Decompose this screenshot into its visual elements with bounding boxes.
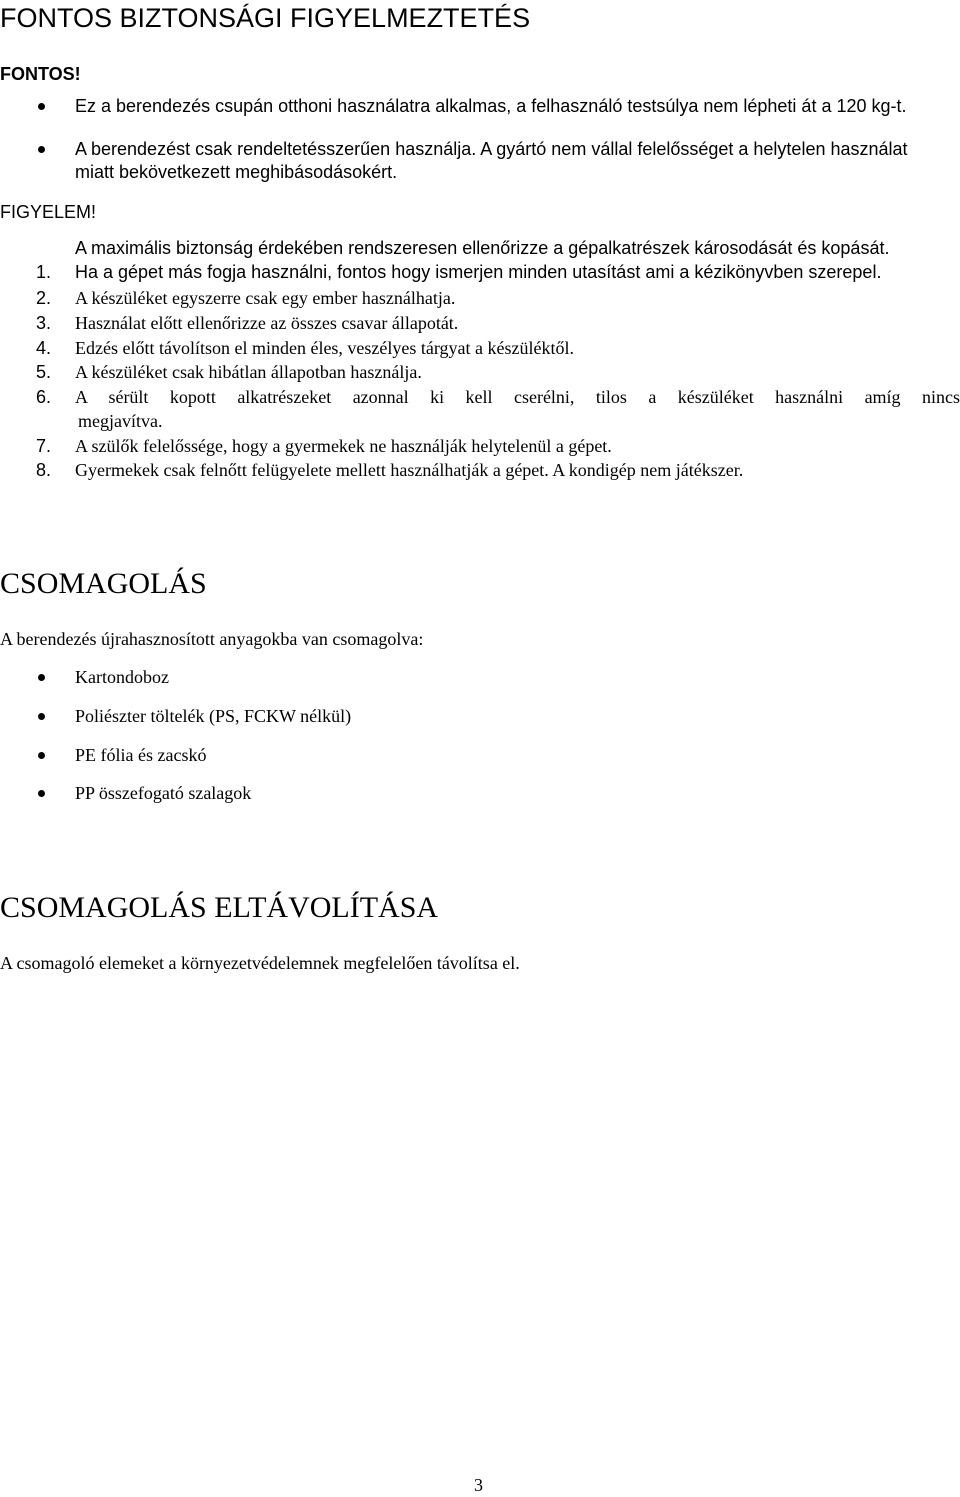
list-item: Edzés előtt távolítson el minden éles, veszélyes tárgyat a készüléktől. <box>75 338 575 358</box>
bullet-icon <box>38 146 45 153</box>
bullet-icon <box>38 752 45 759</box>
bullet-icon <box>38 103 45 110</box>
list-number: 5. <box>36 362 52 382</box>
attention-label: FIGYELEM! <box>0 202 97 222</box>
list-number: 6. <box>36 387 52 407</box>
bullet-icon <box>38 713 45 720</box>
bullet-icon <box>38 674 45 681</box>
list-number: 2. <box>36 288 52 308</box>
warning-bullet: Ez a berendezés csupán otthoni használatra alkalmas, a felhasználó testsúlya nem lépheti át a 120 kg-t. <box>75 96 907 116</box>
list-item: A szülők felelőssége, hogy a gyermekek ne használják helytelenül a gépet. <box>75 436 612 456</box>
list-item: A készüléket csak hibátlan állapotban használja. <box>75 362 422 382</box>
list-item: Ha a gépet más fogja használni, fontos hogy ismerjen minden utasítást ami a kézikönyvben szerepel. <box>75 262 882 282</box>
list-item: Használat előtt ellenőrizze az összes csavar állapotát. <box>75 313 459 333</box>
page-number: 3 <box>474 1475 483 1495</box>
warning-bullet: A berendezést csak rendeltetésszerűen használja. A gyártó nem vállal felelősséget a helytelen használat <box>75 139 908 159</box>
list-number: 4. <box>36 338 52 358</box>
safety-intro: A maximális biztonság érdekében rendszeresen ellenőrizze a gépalkatrészek károsodását és kopását. <box>75 238 890 258</box>
bullet-icon <box>38 790 45 797</box>
list-item: A sérült kopott alkatrészeket azonnal ki kell cserélni, tilos a készüléket használni amíg nincs <box>75 387 960 407</box>
list-item-continuation: megjavítva. <box>78 411 163 431</box>
list-number: 8. <box>36 460 52 480</box>
list-item: A készüléket egyszerre csak egy ember használhatja. <box>75 288 456 308</box>
packaging-item: PP összefogató szalagok <box>75 783 252 803</box>
disposal-title: CSOMAGOLÁS ELTÁVOLÍTÁSA <box>0 891 439 924</box>
packaging-item: PE fólia és zacskó <box>75 745 207 765</box>
disposal-text: A csomagoló elemeket a környezetvédelemnek megfelelően távolítsa el. <box>0 953 520 973</box>
list-number: 3. <box>36 313 52 333</box>
list-number: 7. <box>36 436 52 456</box>
list-item: Gyermekek csak felnőtt felügyelete mellett használhatják a gépet. A kondigép nem játékszer. <box>75 460 744 480</box>
packaging-item: Poliészter töltelék (PS, FCKW nélkül) <box>75 706 352 726</box>
packaging-item: Kartondoboz <box>75 667 169 687</box>
list-number: 1. <box>36 262 52 282</box>
packaging-title: CSOMAGOLÁS <box>0 567 207 600</box>
warning-bullet-continuation: miatt bekövetkezett meghibásodásokért. <box>75 162 398 182</box>
packaging-intro: A berendezés újrahasznosított anyagokba van csomagolva: <box>0 629 424 649</box>
page-title: FONTOS BIZTONSÁGI FIGYELMEZTETÉS <box>0 3 531 33</box>
important-label: FONTOS! <box>0 64 81 84</box>
